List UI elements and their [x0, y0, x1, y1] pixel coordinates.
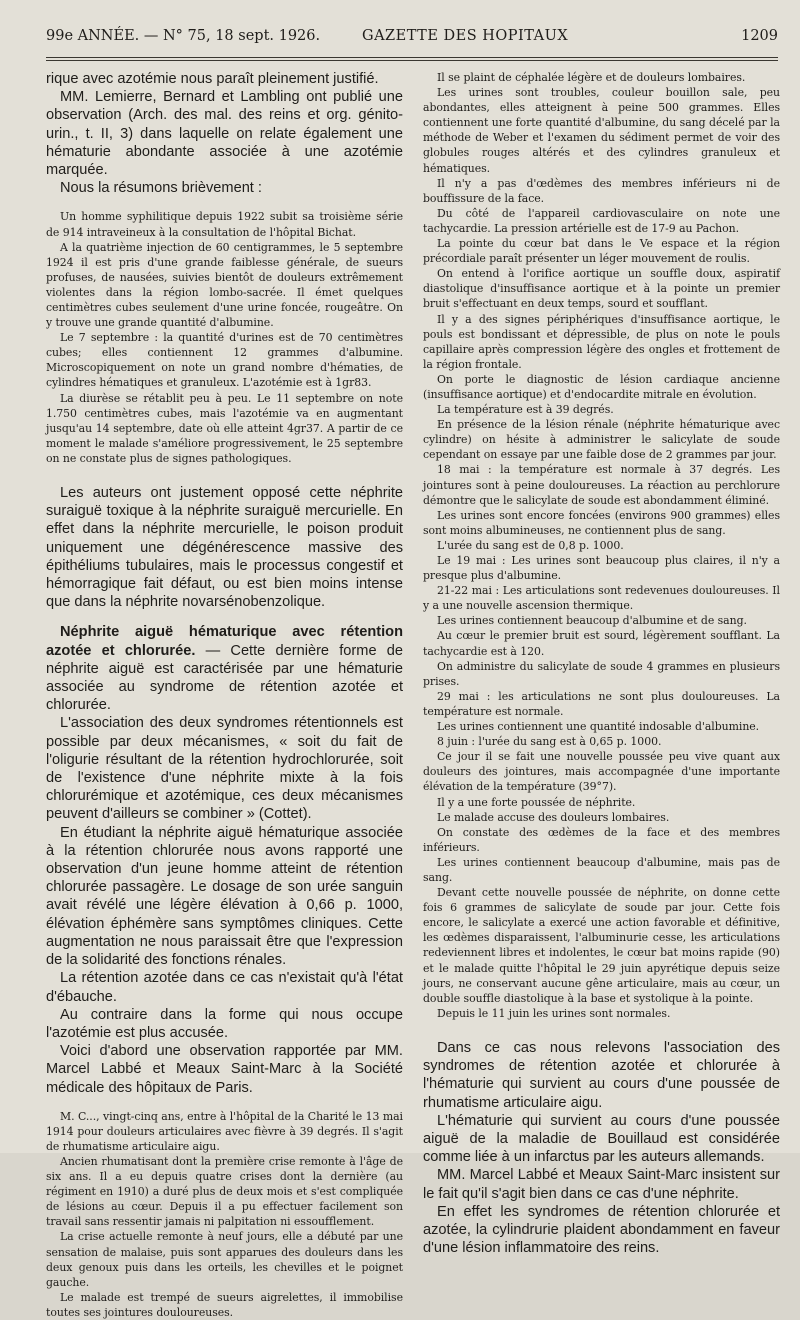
case-paragraph: Le 19 mai : Les urines sont beaucoup plus claires, il n'y a presque plus d'albumine.	[423, 554, 780, 583]
case-paragraph: Les urines contiennent beaucoup d'albumine, mais pas de sang.	[423, 855, 780, 884]
paragraph: Au contraire dans la forme qui nous occupe l'azotémie est plus accusée.	[46, 1006, 403, 1041]
case-paragraph: Les urines sont troubles, couleur bouillon sale, peu abondantes, elles atteignent à peine 500 grammes. Elles contiennent une forte quantité d'albumine, du sang décelé par la méthode de Weber et l'examen du sédiment permet de voir des globules rouges altérés et des cylindres granuleux et hématiques.	[423, 86, 780, 175]
case-paragraph: 21-22 mai : Les articulations sont redevenues douloureuses. Il y a une nouvelle ascension thermique.	[423, 584, 780, 613]
case-paragraph: Le 7 septembre : la quantité d'urines est de 70 centimètres cubes; elles contiennent 12 grammes d'albumine. Microscopiquement on note un grand nombre d'hématies, de cylindres hématiques et granuleux. L'azotémie est à 1gr83.	[46, 331, 403, 390]
case-paragraph: Devant cette nouvelle poussée de néphrite, on donne cette fois 6 grammes de salicylate de soude par jour. Cette fois encore, le salicylate a exercé une action favorable et définitive, les œdèmes disparaissent, l'albuminurie cesse, les articulations redeviennent libres et indolentes, le cœur bat moins rapide (90) et le malade quitte l'hôpital le 29 juin apyrétique depuis seize jours, ne conservant aucune gêne articulaire, mais au cœur, un double souffle diastolique à la base et systolique à la pointe.	[423, 886, 780, 1005]
case-paragraph: La pointe du cœur bat dans le Ve espace et la région précordiale paraît présenter un léger mouvement de roulis.	[423, 237, 780, 266]
paragraph: Nous la résumons brièvement :	[60, 180, 262, 197]
case-report-1	[46, 209, 403, 466]
issue-info: 99e ANNÉE. — N° 75, 18 sept. 1926.	[46, 28, 321, 44]
paragraph: MM. Lemierre, Bernard et Lambling ont publié une observation (Arch. des mal. des reins et org. génito-urin., t. II, 3) dans laquelle on relate également une hématurie abondante associée à une azotémie marquée.	[46, 89, 403, 179]
journal-title: GAZETTE DES HOPITAUX	[362, 28, 569, 44]
right-column	[423, 70, 780, 1257]
header-rule-top	[46, 57, 778, 58]
paragraph: Dans ce cas nous relevons l'association des syndromes de rétention azotée et chlorurée à l'hématurie qui survient au cours d'une poussée de rhumatisme articulaire aigu.	[423, 1039, 780, 1111]
section-paragraph	[46, 623, 403, 714]
case-paragraph: On administre du salicylate de soude 4 grammes en plusieurs prises.	[423, 659, 780, 688]
case-paragraph: Du côté de l'appareil cardiovasculaire on note une tachycardie. La pression artérielle est de 17-9 au Pachon.	[423, 206, 780, 235]
page-number: 1209	[741, 28, 778, 44]
paragraph: Voici d'abord une observation rapportée par MM. Marcel Labbé et Meaux Saint-Marc à la Société médicale des hôpitaux de Paris.	[46, 1043, 403, 1096]
running-header	[46, 28, 778, 58]
case-paragraph: 8 juin : l'urée du sang est à 0,65 p. 1000.	[437, 735, 662, 749]
case-paragraph: L'urée du sang est de 0,8 p. 1000.	[437, 538, 624, 552]
paragraph: rique avec azotémie nous paraît pleinement justifié.	[46, 71, 379, 87]
case-paragraph: 29 mai : les articulations ne sont plus douloureuses. La température est normale.	[423, 689, 780, 718]
left-column	[46, 70, 403, 1319]
case-paragraph: Les urines contiennent une quantité indosable d'albumine.	[437, 720, 760, 734]
paragraph: En effet les syndromes de rétention chlorurée et azotée, la cylindrurie plaident abondamment en faveur d'une lésion inflammatoire des reins.	[423, 1203, 780, 1257]
case-paragraph: Il se plaint de céphalée légère et de douleurs lombaires.	[437, 71, 746, 84]
case-paragraph: Les urines contiennent beaucoup d'albumine et de sang.	[437, 614, 747, 628]
paragraph: L'association des deux syndromes rétentionnels est possible par deux mécanismes, « soit du fait de l'oligurie résultant de la rétention hydrochlorurée, soit de l'existence d'une néphrite mixte à la fois chlorurémique et azotémique, ces deux mécanismes peuvent d'ailleurs se combiner » (Cottet).	[46, 715, 403, 823]
case-paragraph: Le malade est trempé de sueurs aigrelettes, il immobilise toutes ses jointures douloureuses.	[46, 1290, 403, 1319]
case-paragraph: Depuis le 11 juin les urines sont normales.	[437, 1006, 671, 1020]
case-report-2	[46, 1109, 403, 1320]
case-paragraph: La crise actuelle remonte à neuf jours, elle a débuté par une sensation de malaise, puis sont apparues des douleurs dans les deux genoux puis dans les orteils, les chevilles et le poignet gauche.	[46, 1230, 403, 1289]
case-paragraph: Au cœur le premier bruit est sourd, légèrement soufflant. La tachycardie est à 120.	[423, 629, 780, 658]
section-text: — Cette dernière forme de néphrite aiguë est caractérisée par une hématurie associée au syndrome de rétention azotée et chlorurée.	[46, 642, 403, 714]
case-paragraph: On porte le diagnostic de lésion cardiaque ancienne (insuffisance aortique) et d'endocardite mitrale en évolution.	[423, 372, 780, 401]
case-report-2-continued	[423, 70, 780, 1021]
paragraph: MM. Marcel Labbé et Meaux Saint-Marc insistent sur le fait qu'il s'agit bien dans ce cas d'une néphrite.	[423, 1167, 780, 1202]
case-paragraph: La température est à 39 degrés.	[437, 403, 614, 417]
case-paragraph: Le malade accuse des douleurs lombaires.	[437, 810, 670, 824]
case-paragraph: M. C..., vingt-cinq ans, entre à l'hôpital de la Charité le 13 mai 1914 pour douleurs articulaires avec fièvre à 39 degrés. Il s'agit de rhumatisme articulaire aigu.	[46, 1109, 403, 1153]
case-paragraph: On entend à l'orifice aortique un souffle doux, aspiratif diastolique d'insuffisance aortique et à la pointe un premier bruit s'effectuant en deux temps, sourd et soufflant.	[423, 267, 780, 311]
case-paragraph: Il y a des signes périphériques d'insuffisance aortique, le pouls est bondissant et dépressible, de plus on note le pouls capillaire après compression légère des ongles et frottement de la région frontale.	[423, 312, 780, 371]
case-paragraph: On constate des œdèmes de la face et des membres inférieurs.	[423, 825, 780, 854]
paragraph: En étudiant la néphrite aiguë hématurique associée à la rétention chlorurée nous avons rapporté une observation d'un jeune homme atteint de rétention chlorurée passagère. Le dosage de son urée sanguin avait révélé une légère élévation à 0,66 p. 1000, élévation éphémère sans symptômes cliniques. Cette augmentation ne nous paraissait être que l'expression de la solidarité des fonctions rénales.	[46, 824, 403, 969]
case-paragraph: Il n'y a pas d'œdèmes des membres inférieurs ni de bouffissure de la face.	[423, 176, 780, 205]
case-paragraph: 18 mai : la température est normale à 37 degrés. Les jointures sont à peine douloureuses. La réaction au perchlorure démontre que le salicylate de soude est abondamment éliminé.	[423, 463, 780, 507]
case-paragraph: A la quatrième injection de 60 centigrammes, le 5 septembre 1924 il est pris d'une grande faiblesse générale, de sueurs profuses, de nausées, suivies bientôt de douleurs extrêmement violentes dans la région lombo-sacrée. Il émet quelques centimètres cubes seulement d'une urine foncée, rougeâtre. On y trouve une grande quantité d'albumine.	[46, 240, 403, 330]
paragraph: La rétention azotée dans ce cas n'existait qu'à l'état d'ébauche.	[46, 970, 403, 1005]
paragraph: L'hématurie qui survient au cours d'une poussée aiguë de la maladie de Bouillaud est considérée comme liée à un infarctus par les auteurs allemands.	[423, 1112, 780, 1166]
paragraph: Les auteurs ont justement opposé cette néphrite suraiguë toxique à la néphrite suraiguë mercurielle. En effet dans la néphrite mercurielle, le poison produit uniquement une dégénérescence massive des épithéliums tubulaires, mais le processus congestif et hémorragique fait défaut, ou est bien moins intense que dans la néphrite novarsénobenzolique.	[46, 485, 403, 611]
case-paragraph: Il y a une forte poussée de néphrite.	[437, 795, 636, 809]
header-rule-bottom	[46, 60, 778, 61]
case-paragraph: Les urines sont encore foncées (environs 900 grammes) elles sont moins albumineuses, ne contiennent plus de sang.	[423, 508, 780, 537]
section-heading: Néphrite aiguë hématurique avec rétention azotée et chlorurée.	[46, 624, 403, 659]
case-paragraph: Un homme syphilitique depuis 1922 subit sa troisième série de 914 intraveineux à la consultation de l'hôpital Bichat.	[46, 210, 403, 239]
case-paragraph: Ancien rhumatisant dont la première crise remonte à l'âge de six ans. Il a eu depuis quatre crises dont la dernière (au régiment en 1910) a duré plus de deux mois et s'est compliquée de lésions au cœur. Depuis il a pu effectuer facilement son travail sans ressentir jamais ni palpitation ni essoufflement.	[46, 1155, 403, 1229]
case-paragraph: En présence de la lésion rénale (néphrite hématurique avec cylindre) on hésite à administrer le salicylate de soude cependant on essaye par une faible dose de 2 grammes par jour.	[423, 418, 780, 462]
case-paragraph: La diurèse se rétablit peu à peu. Le 11 septembre on note 1.750 centimètres cubes, mais l'azotémie va en augmentant jusqu'au 14 septembre, date où elle atteint 4gr37. A partir de ce moment le malade s'améliore progressivement, le 25 septembre on ne constate plus de signes pathologiques.	[46, 391, 403, 465]
case-paragraph: Ce jour il se fait une nouvelle poussée peu vive quant aux douleurs des jointures, mais accompagnée d'une importante élévation de la température (39°7).	[423, 750, 780, 794]
